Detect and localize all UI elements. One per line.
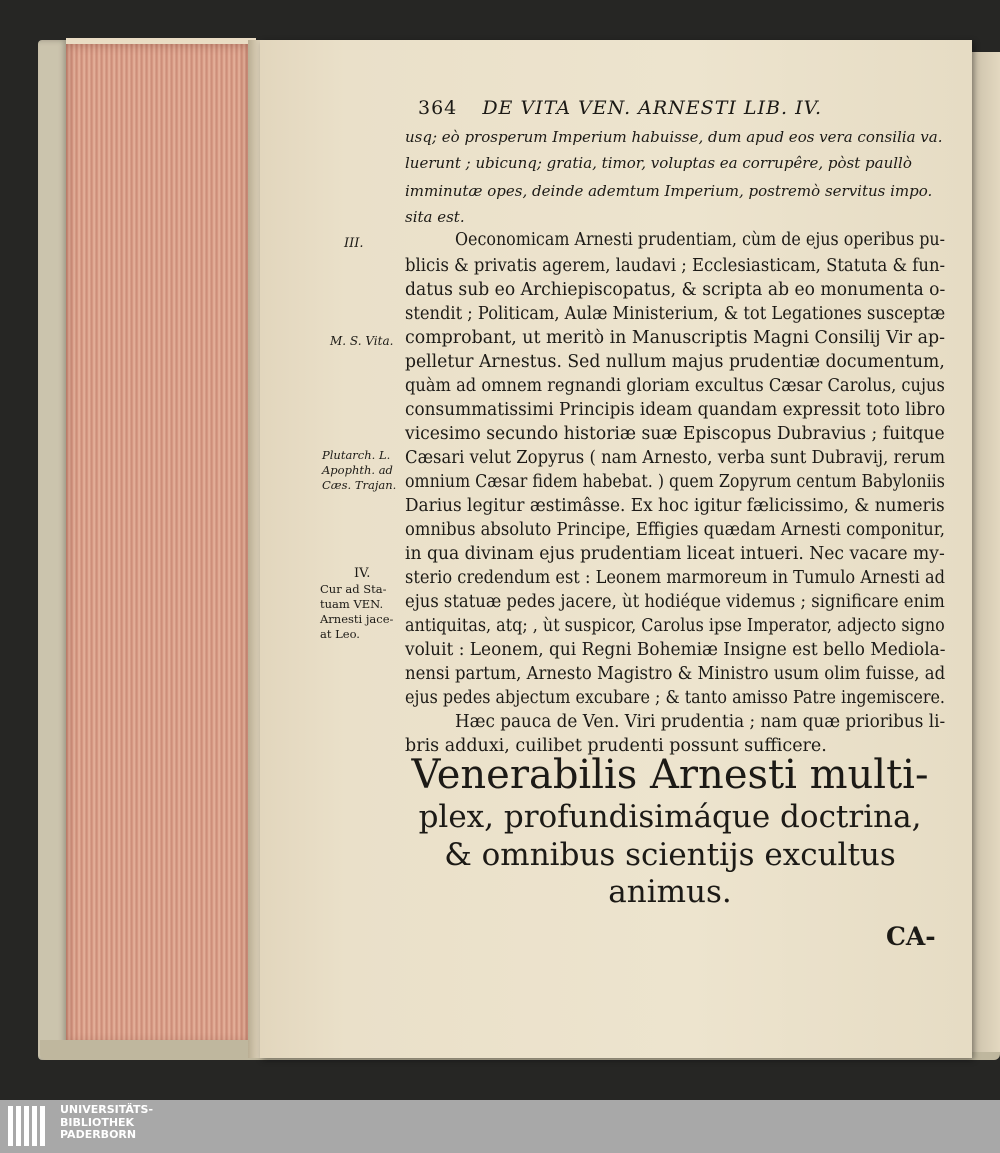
library-name-line: BIBLIOTHEK xyxy=(60,1115,135,1129)
margin-note-line: Arnesti jace- xyxy=(320,612,394,626)
margin-note-ms-vita: M. S. Vita. xyxy=(330,334,394,348)
running-header xyxy=(418,97,822,119)
book-cover-edge xyxy=(38,40,68,1060)
body-line: datus sub eo Archiepiscopatus, & scripta ab eo monumenta o- xyxy=(405,280,946,300)
body-line: Oeconomicam Arnesti prudentiam, cùm de ejus operibus pu- xyxy=(455,230,946,250)
margin-note-plutarch xyxy=(322,448,396,493)
margin-note-line: at Leo. xyxy=(320,627,360,641)
body-line: stendit ; Politicam, Aulæ Ministerium, & tot Legationes susceptæ xyxy=(405,304,946,324)
section-title-line: animus. xyxy=(608,874,732,910)
body-line: omnium Cæsar fidem habebat. ) quem Zopyrum centum Babyloniis xyxy=(405,472,945,492)
body-line: blicis & privatis agerem, laudavi ; Ecclesiasticam, Statuta & fun- xyxy=(405,256,946,276)
library-name-line: UNIVERSITÄTS- xyxy=(60,1103,154,1116)
margin-note-line: Plutarch. L. xyxy=(322,448,391,462)
body-line: Cæsari velut Zopyrus ( nam Arnesto, verba sunt Dubravij, rerum xyxy=(405,448,946,468)
section-title-line: Venerabilis Arnesti multi- xyxy=(411,752,929,798)
body-line: sita est. xyxy=(405,208,465,226)
body-line: imminutæ opes, deinde ademtum Imperium, postremò servitus impo. xyxy=(405,182,933,200)
body-line: Darius legitur æstimâsse. Ex hoc igitur fælicissimo, & numeris xyxy=(405,496,945,516)
body-line: omnibus absoluto Principe, Effigies quædam Arnesti componitur, xyxy=(405,520,945,540)
body-line: pelletur Arnestus. Sed nullum majus prudentiæ documentum, xyxy=(405,352,945,372)
running-title: DE VITA VEN. ARNESTI LIB. IV. xyxy=(482,97,823,119)
body-line: antiquitas, atq; , ùt suspicor, Carolus ipse Imperator, adjecto signo xyxy=(405,616,945,636)
library-name xyxy=(60,1104,153,1142)
catchword: CA- xyxy=(886,922,936,951)
body-line: ejus statuæ pedes jacere, ùt hodiéque videmus ; significare enim xyxy=(405,592,945,612)
body-line: Hæc pauca de Ven. Viri prudentia ; nam quæ prioribus li- xyxy=(455,712,946,732)
margin-note-line: Cur ad Sta- xyxy=(320,582,387,596)
library-name-line: PADERBORN xyxy=(60,1128,137,1141)
body-line: vicesimo secundo historiæ suæ Episcopus Dubravius ; fuitque xyxy=(405,424,945,444)
body-line: sterio credendum est : Leonem marmoreum in Tumulo Arnesti ad xyxy=(405,568,946,588)
margin-note-iii: III. xyxy=(344,236,364,251)
body-line: in qua divinam ejus prudentiam liceat intueri. Nec vacare my- xyxy=(405,544,945,564)
margin-note-line: tuam VEN. xyxy=(320,597,384,611)
body-line: voluit : Leonem, qui Regni Bohemiæ Insigne est bello Mediola- xyxy=(405,640,946,660)
body-line: bris adduxi, cuilibet prudenti possunt sufficere. xyxy=(405,736,827,756)
body-line: comprobant, ut meritò in Manuscriptis Magni Consilij Vir ap- xyxy=(405,328,946,348)
section-title-line: plex, profundisimáque doctrina, xyxy=(418,799,922,835)
section-title xyxy=(400,752,940,910)
page-number: 364 xyxy=(418,97,458,119)
body-line: nensi partum, Arnesto Magistro & Ministro usum olim fuisse, ad xyxy=(405,664,946,684)
margin-note-line: Cæs. Trajan. xyxy=(322,478,397,492)
page-block-edges xyxy=(66,44,250,1044)
body-line: usq; eò prosperum Imperium habuisse, dum apud eos vera consilia va. xyxy=(405,128,943,146)
body-line: ejus pedes abjectum excubare ; & tanto amisso Patre ingemiscere. xyxy=(405,688,945,708)
body-line: consummatissimi Principis ideam quandam expressit toto libro xyxy=(405,400,946,420)
margin-note-cur-ad xyxy=(320,582,393,642)
margin-note-line: Apophth. ad xyxy=(322,463,393,477)
body-line: luerunt ; ubicunq; gratia, timor, voluptas ea corrupêre, pòst paullò xyxy=(405,154,912,172)
body-line: quàm ad omnem regnandi gloriam excultus Cæsar Carolus, cujus xyxy=(405,376,945,396)
library-logo-icon xyxy=(8,1106,52,1146)
section-title-line: & omnibus scientijs excultus xyxy=(444,837,896,873)
margin-note-iv: IV. xyxy=(354,566,371,581)
